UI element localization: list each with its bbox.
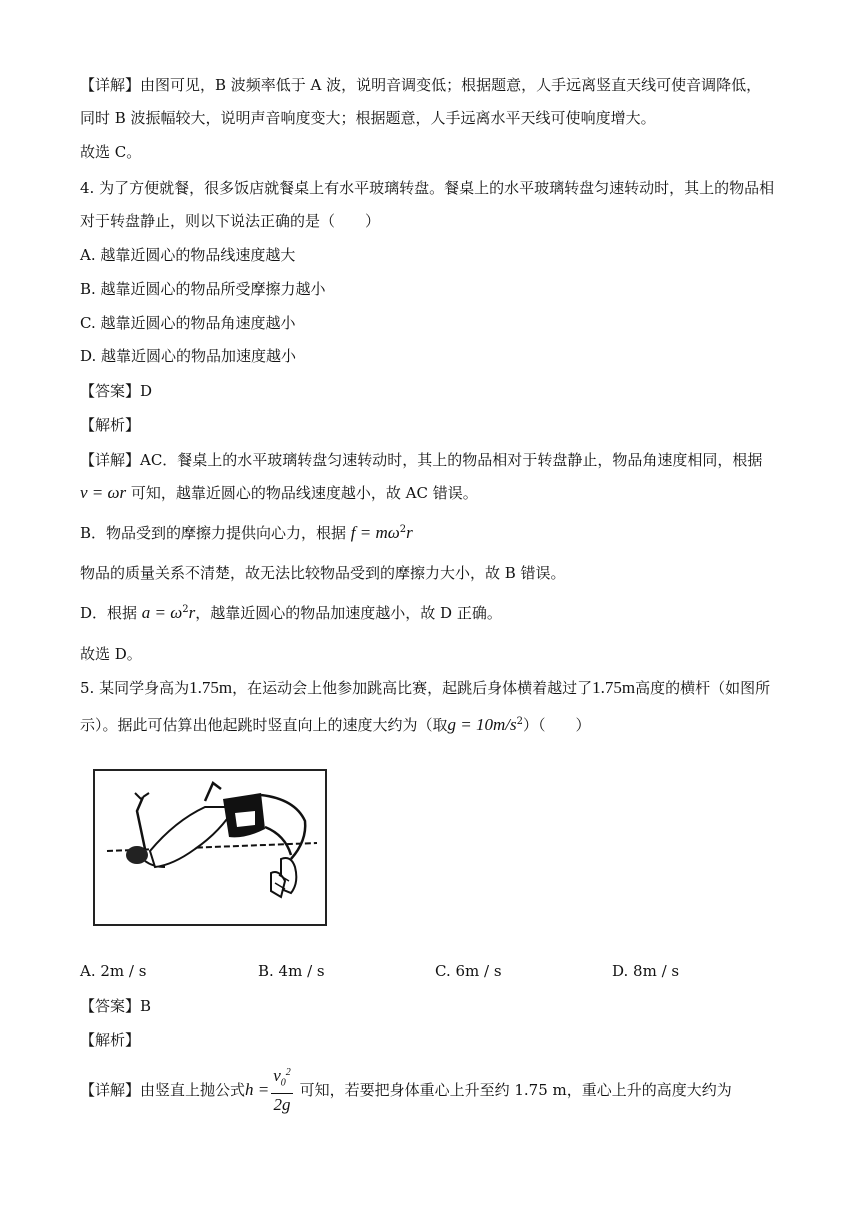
q5-text: 5. 某同学身高为: [80, 679, 190, 697]
v-symbol: v: [273, 1066, 281, 1085]
detail-text: 【详解】由竖直上抛公式: [80, 1081, 246, 1100]
q5-text: ）（ ）: [522, 716, 591, 734]
detail-line: [80, 482, 478, 504]
detail-line: [80, 602, 502, 624]
text-line: 【详解】由图可见，B 波频率低于 A 波，说明音调变低；根据题意，人手远离竖直天线可使音调降低，: [80, 76, 762, 94]
question-4-stem: 4. 为了方便就餐，很多饭店就餐桌上有水平玻璃转盘。餐桌上的水平玻璃转盘匀速转动时，其上的物品相: [80, 179, 775, 197]
detail-text: B．物品受到的摩擦力提供向心力，根据: [80, 524, 351, 542]
superscript: 2: [516, 716, 523, 727]
answer-label: 【答案】B: [80, 997, 152, 1015]
option-d: D. 越靠近圆心的物品加速度越小: [80, 347, 297, 365]
option-b: B. 越靠近圆心的物品所受摩擦力越小: [80, 280, 326, 298]
detail-line: [80, 1066, 732, 1116]
option-c: C. 6m / s: [435, 962, 502, 980]
superscript: 2: [182, 604, 189, 615]
option-a: A. 2m / s: [80, 962, 147, 980]
answer-label: 【答案】D: [80, 382, 153, 400]
analysis-label: 【解析】: [80, 416, 141, 434]
q5-height: 1.75m: [189, 678, 233, 697]
question-5-stem-cont: [80, 714, 591, 736]
detail-text: D．根据: [80, 604, 142, 622]
q5-text: ，在运动会上他参加跳高比赛，起跳后身体横着越过了: [232, 679, 593, 697]
superscript: 2: [399, 524, 407, 535]
text-line: 同时 B 波振幅较大，说明声音响度变大；根据题意，人手远离水平天线可使响度增大。: [80, 109, 656, 127]
detail-text: 可知，若要把身体重心上升至约 1.75 m，重心上升的高度大约为: [294, 1081, 732, 1100]
formula-h: h =: [245, 1080, 270, 1100]
detail-line: 物品的质量关系不清楚，故无法比较物品受到的摩擦力大小，故 B 错误。: [80, 564, 566, 582]
fraction: [271, 1066, 293, 1116]
question-4-stem-cont: 对于转盘静止，则以下说法正确的是（ ）: [80, 212, 381, 230]
conclusion-line: 故选 D。: [80, 645, 142, 663]
question-5-stem: [80, 677, 770, 699]
fraction-numerator: [271, 1066, 293, 1094]
option-a: A. 越靠近圆心的物品线速度越大: [80, 246, 296, 264]
formula-v-omega-r: v = ωr: [80, 483, 127, 502]
formula-f: f = mω: [350, 523, 400, 542]
q5-text: 示）。据此可估算出他起跳时竖直向上的速度大约为（取: [80, 716, 448, 734]
fraction-denominator: 2g: [273, 1095, 291, 1115]
detail-text: 可知，越靠近圆心的物品线速度越小，故 AC 错误。: [126, 484, 478, 502]
superscript: 2: [285, 1067, 291, 1078]
detail-text: ，越靠近圆心的物品加速度越小，故 D 正确。: [195, 604, 502, 622]
formula-r: r: [406, 523, 413, 542]
high-jump-figure: [93, 769, 327, 926]
subscript: 0: [280, 1077, 286, 1089]
option-d: D. 8m / s: [612, 962, 680, 980]
formula-a: a = ω: [141, 603, 183, 622]
analysis-label: 【解析】: [80, 1031, 141, 1049]
detail-line: [80, 522, 413, 544]
option-c: C. 越靠近圆心的物品角速度越小: [80, 314, 296, 332]
formula-r: r: [188, 603, 196, 622]
q5-text: 高度的横杆（如图所: [635, 679, 771, 697]
option-b: B. 4m / s: [258, 962, 325, 980]
detail-line: 【详解】AC．餐桌上的水平玻璃转盘匀速转动时，其上的物品相对于转盘静止，物品角速度相同，根据: [80, 451, 763, 469]
q5-gravity: g = 10m/s: [447, 715, 517, 734]
text-line: 故选 C。: [80, 143, 142, 161]
q5-height: 1.75m: [592, 678, 636, 697]
high-jumper-illustration: [95, 771, 325, 924]
